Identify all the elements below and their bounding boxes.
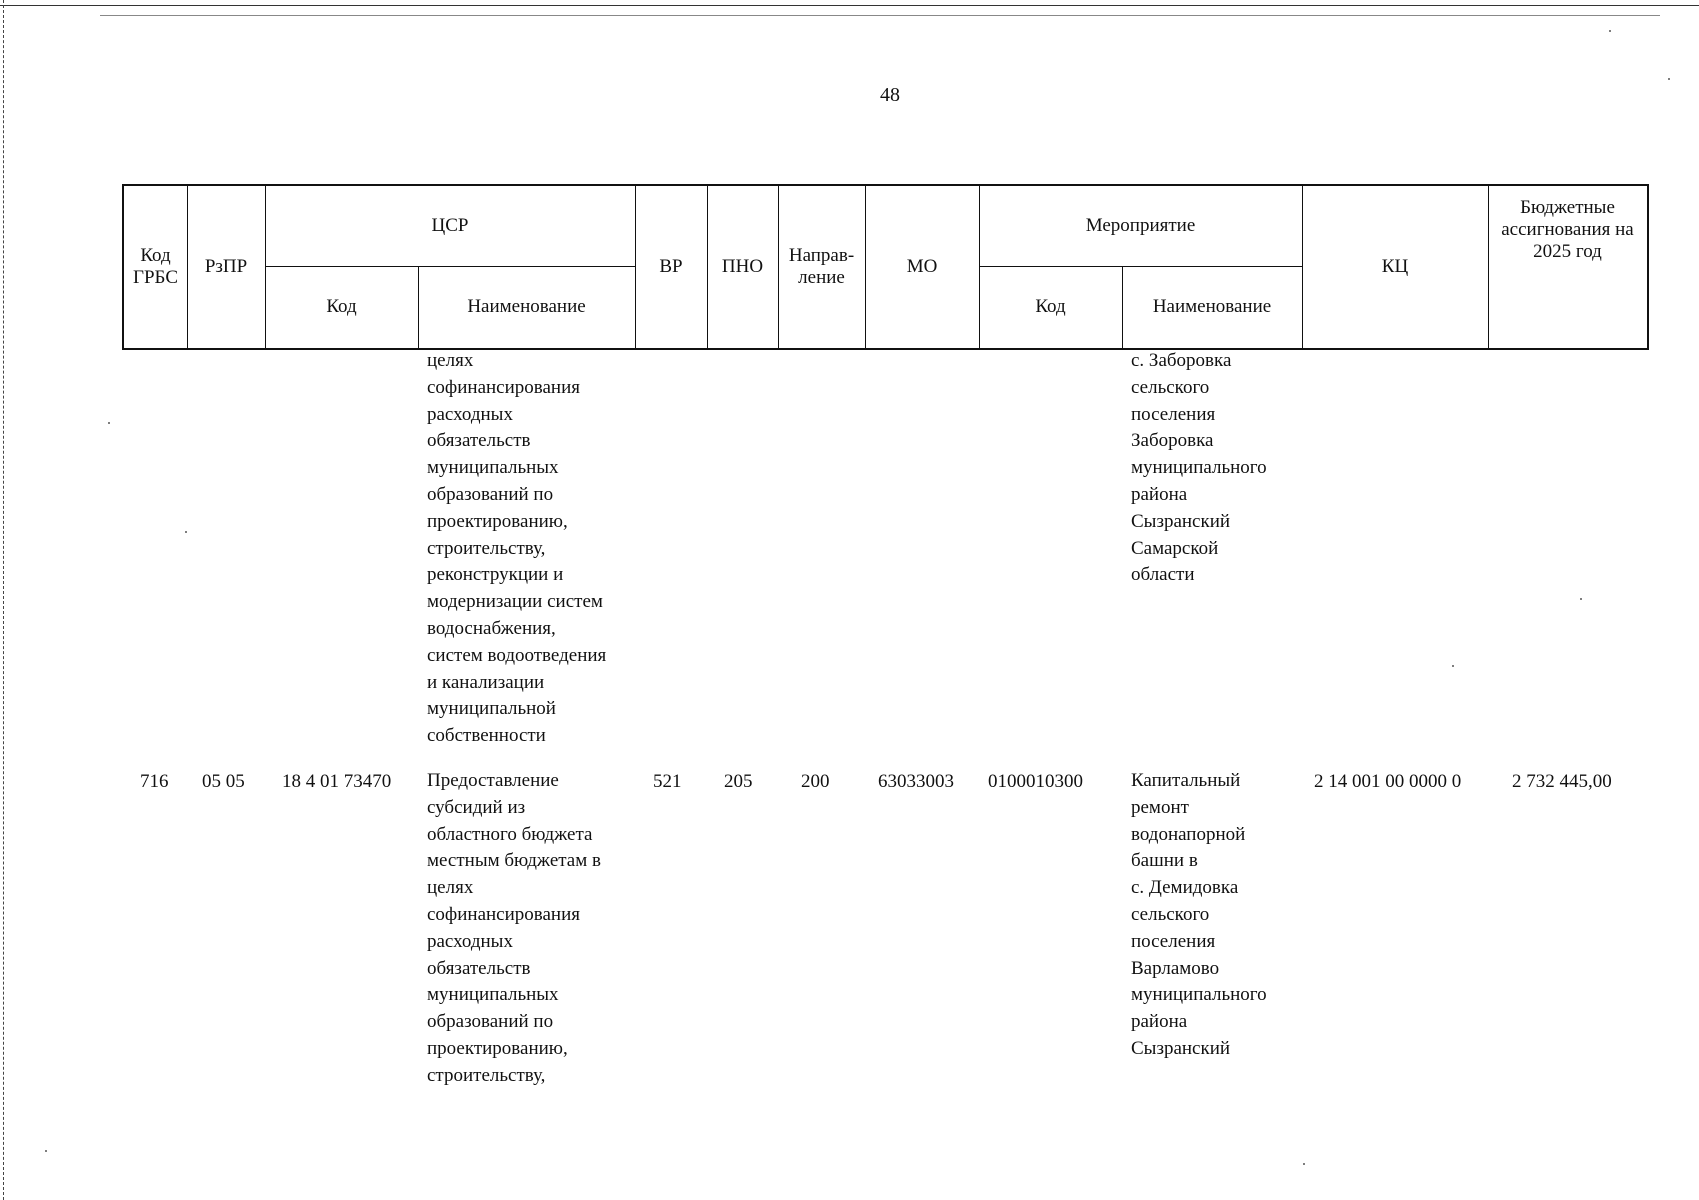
- text-line: Сызранский: [1131, 1037, 1231, 1059]
- text-line: Заборовка: [1131, 430, 1214, 452]
- text-line: Капитальный: [1131, 770, 1241, 791]
- row-rzpr: 05 05: [202, 771, 245, 792]
- header-csr-kod: Код: [326, 296, 357, 317]
- text-line: строительству,: [427, 537, 546, 559]
- text-line: поселения: [1131, 930, 1216, 952]
- header-mo: МО: [906, 256, 938, 277]
- scan-speck: [1452, 665, 1454, 667]
- text-line: местным бюджетам в: [427, 850, 601, 872]
- scan-edge-top: [0, 5, 1699, 6]
- row-kc: 2 14 001 00 0000 0: [1314, 771, 1462, 792]
- text-line: модернизации систем: [427, 591, 603, 613]
- scan-edge-left: [3, 0, 4, 1200]
- text-line: обязательств: [427, 430, 531, 452]
- header-vr: ВР: [659, 256, 683, 277]
- text-line: поселения: [1131, 403, 1216, 425]
- text-line: софинансирования: [427, 903, 581, 925]
- text-line: Сызранский: [1131, 510, 1231, 532]
- text-line: сельского: [1131, 903, 1210, 925]
- text-line: образований по: [427, 483, 554, 505]
- text-line: собственности: [427, 725, 546, 747]
- scan-speck: [45, 1150, 47, 1152]
- row-grbs: 716: [140, 771, 169, 792]
- text-line: образований по: [427, 1011, 554, 1033]
- text-line: муниципальных: [427, 984, 559, 1006]
- scan-speck: [1668, 78, 1670, 80]
- scan-speck: [1580, 598, 1582, 600]
- header-csr-name: Наименование: [467, 296, 586, 317]
- text-line: целях: [427, 350, 474, 371]
- text-line: строительству,: [427, 1064, 546, 1086]
- text-line: расходных: [427, 930, 513, 952]
- header-kod-grbs: Код ГРБС: [132, 245, 178, 288]
- row-mo: 63033003: [878, 771, 954, 792]
- text-line: водонапорной: [1131, 823, 1246, 845]
- page-number: 48: [880, 84, 900, 106]
- text-line: Предоставление: [427, 770, 559, 791]
- text-line: муниципального: [1131, 457, 1267, 479]
- text-line: областного бюджета: [427, 823, 593, 845]
- text-line: и канализации: [427, 671, 545, 693]
- text-line: софинансирования: [427, 376, 581, 398]
- text-line: муниципальных: [427, 457, 559, 479]
- row-csr-kod: 18 4 01 73470: [282, 771, 392, 792]
- header-kc: КЦ: [1381, 256, 1409, 277]
- scan-speck: [1303, 1163, 1305, 1165]
- header-mer-name: Наименование: [1152, 296, 1272, 317]
- text-line: Самарской: [1131, 537, 1219, 559]
- header-budget: Бюджетные ассигнования на 2025 год: [1501, 197, 1634, 262]
- continued-csr-name: [427, 348, 606, 750]
- scan-speck: [185, 531, 187, 533]
- row-mer-name: [1131, 768, 1267, 1063]
- text-line: сельского: [1131, 376, 1210, 398]
- text-line: района: [1131, 483, 1188, 505]
- text-line: расходных: [427, 403, 513, 425]
- text-line: с. Демидовка: [1131, 877, 1239, 899]
- text-line: муниципального: [1131, 984, 1267, 1006]
- row-napravlenie: 200: [801, 771, 830, 792]
- header-rzpr: РзПР: [204, 256, 248, 277]
- text-line: водоснабжения,: [427, 617, 556, 639]
- text-line: проектированию,: [427, 1037, 568, 1059]
- text-line: области: [1131, 564, 1195, 586]
- header-mer-kod: Код: [1035, 296, 1066, 317]
- text-line: проектированию,: [427, 510, 568, 532]
- text-line: реконструкции и: [427, 564, 564, 586]
- header-pno: ПНО: [721, 256, 764, 277]
- text-line: обязательств: [427, 957, 531, 979]
- text-line: башни в: [1131, 850, 1198, 872]
- continued-mer-name: [1131, 348, 1267, 589]
- text-line: систем водоотведения: [427, 644, 607, 666]
- scan-speck: [108, 422, 110, 424]
- text-line: района: [1131, 1011, 1188, 1033]
- text-line: субсидий из: [427, 796, 526, 818]
- table-header: [122, 184, 1649, 350]
- text-line: ремонт: [1131, 796, 1189, 818]
- text-line: с. Заборовка: [1131, 350, 1232, 371]
- text-line: целях: [427, 877, 474, 899]
- row-budget: 2 732 445,00: [1512, 771, 1612, 792]
- header-meropriyatie: Мероприятие: [1085, 215, 1196, 236]
- header-csr: ЦСР: [431, 215, 469, 236]
- text-line: муниципальной: [427, 698, 556, 720]
- row-vr: 521: [653, 771, 682, 792]
- scan-speck: [1609, 30, 1611, 32]
- row-pno: 205: [724, 771, 753, 792]
- header-napravlenie: Направ-ление: [788, 245, 855, 288]
- row-mer-kod: 0100010300: [988, 771, 1083, 792]
- scan-edge-top-inner: [100, 15, 1660, 16]
- text-line: Варламово: [1131, 957, 1220, 979]
- row-csr-name: [427, 768, 601, 1090]
